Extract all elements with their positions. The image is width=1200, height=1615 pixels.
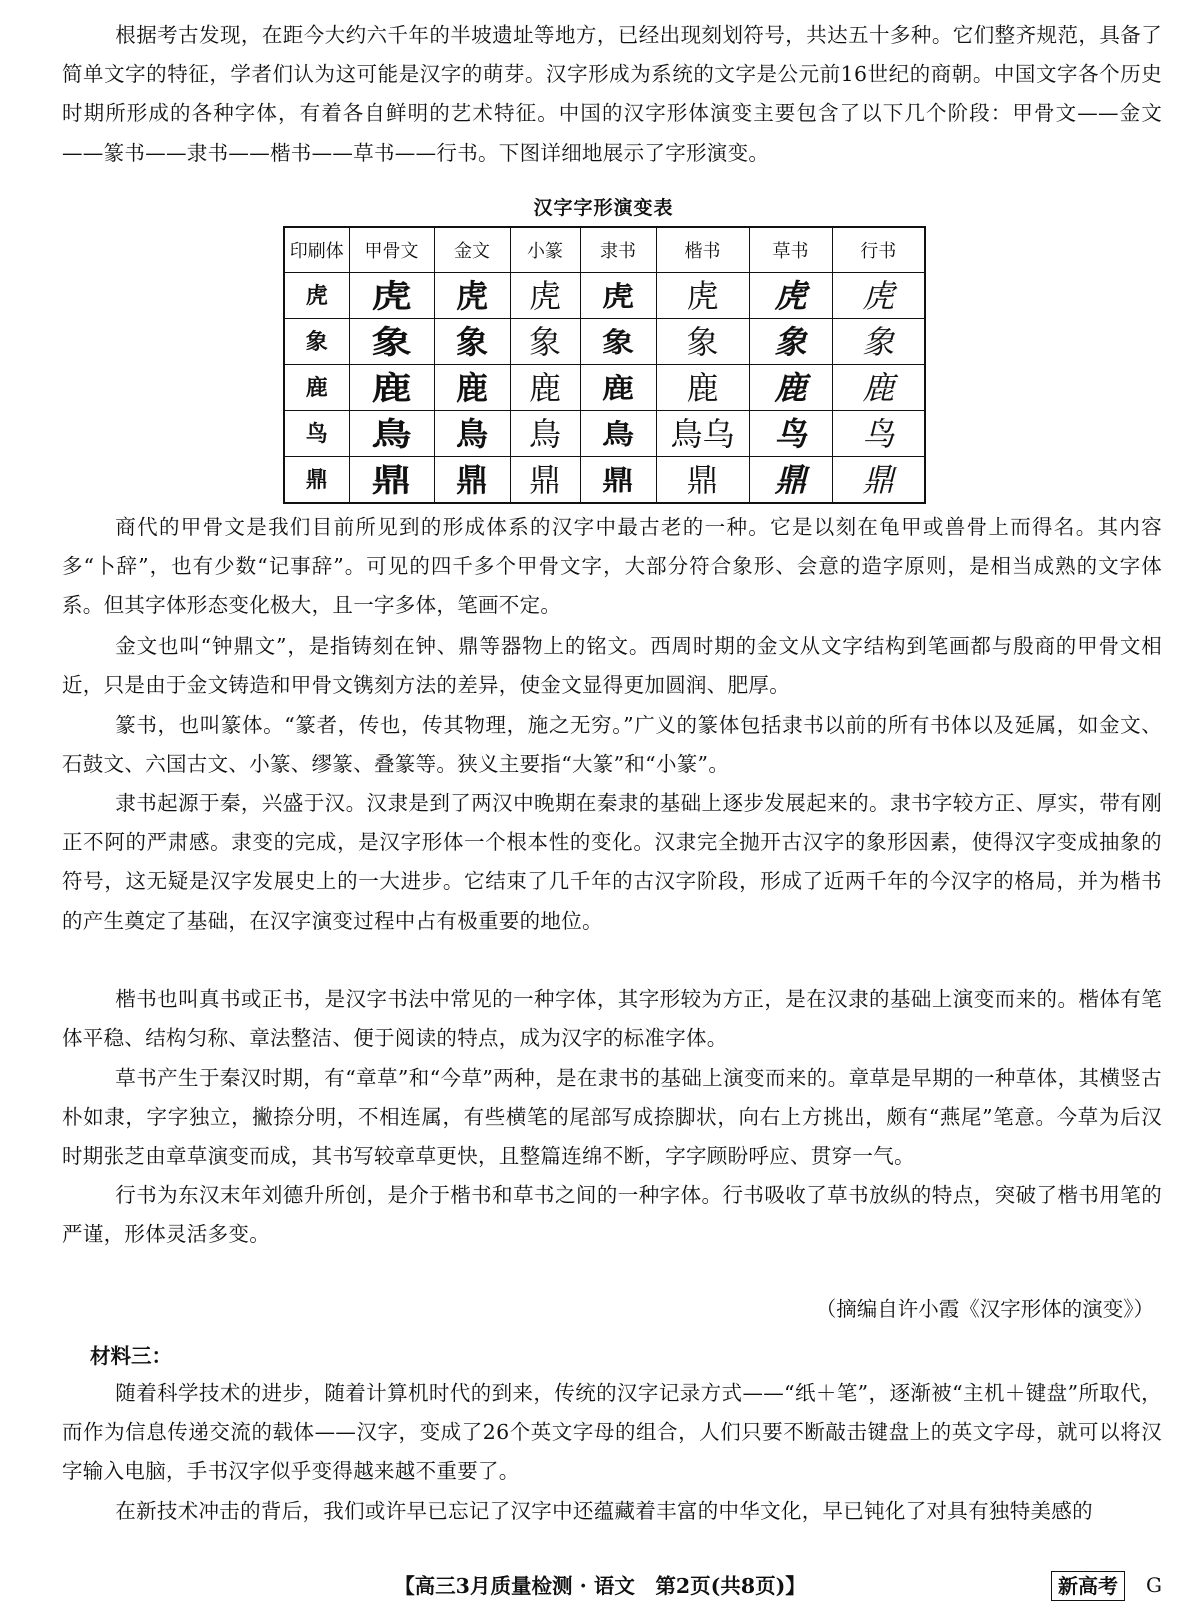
- header-oracle: 甲骨文: [349, 227, 434, 273]
- cell-cursive: 虎: [749, 273, 832, 319]
- table-row: [284, 411, 925, 457]
- cell-regular: 虎: [656, 273, 749, 319]
- table-row: [284, 457, 925, 504]
- cell-oracle: 虎: [338, 273, 444, 319]
- cell-regular: 鳥乌: [656, 411, 749, 457]
- cell-seal: 虎: [510, 273, 580, 319]
- cell-clerical: 鳥: [580, 414, 656, 453]
- regular-script-paragraph: 楷书也叫真书或正书，是汉字书法中常见的一种字体，其字形较为方正，是在汉隶的基础上演变而来的。楷体有笔体平稳、结构匀称、章法整洁、便于阅读的特点，成为汉字的标准字体。: [62, 987, 1162, 1051]
- cell-clerical: 象: [580, 322, 656, 361]
- cell-oracle: 鳥: [338, 411, 444, 457]
- footer-badge: 新高考: [1051, 1571, 1125, 1601]
- cell-running: 象: [832, 319, 925, 365]
- cell-cursive: 象: [749, 319, 832, 365]
- footer-version-letter: G: [1146, 1573, 1162, 1597]
- cell-clerical: 鼎: [580, 460, 656, 500]
- cell-seal: 象: [510, 319, 580, 365]
- cursive-script-paragraph: 草书产生于秦汉时期，有“章草”和“今草”两种，是在隶书的基础上演变而来的。章草是早期的一种草体，其横竖古朴如隶，字字独立，撇捺分明，不相连属，有些横笔的尾部写成捺脚状，向右上方挑出，颇有“燕尾”笔意。今草为后汉时期张芝由章草演变而成，其书写较章草更快，且整篇连绵不断，字字顾盼呼应、贯穿一气。: [62, 1066, 1162, 1169]
- cell-cursive: 鸟: [749, 411, 832, 457]
- table-header-row: [284, 227, 925, 273]
- intro-paragraph: 根据考古发现，在距今大约六千年的半坡遗址等地方，已经出现刻划符号，共达五十多种。它们整齐规范，具备了简单文字的特征，学者们认为这可能是汉字的萌芽。汉字形成为系统的文字是公元前16世纪的商朝。中国文字各个历史时期所形成的各种字体，有着各自鲜明的艺术特征。中国的汉字形体演变主要包含了以下几个阶段：甲骨文——金文——篆书——隶书——楷书——草书——行书。下图详细地展示了字形演变。: [62, 23, 1162, 165]
- evolution-table-block: [283, 190, 924, 504]
- clerical-script-paragraph: 隶书起源于秦，兴盛于汉。汉隶是到了两汉中晚期在秦隶的基础上逐步发展起来的。隶书字较方正、厚实，带有刚正不阿的严肃感。隶变的完成，是汉字形体一个根本性的变化。汉隶完全抛开古汉字的象形因素，使得汉字变成抽象的符号，这无疑是汉字发展史上的一大进步。它结束了几千年的古汉字阶段，形成了近两千年的今汉字的格局，并为楷书的产生奠定了基础，在汉字演变过程中占有极重要的地位。: [62, 791, 1162, 933]
- cell-clerical: 虎: [580, 276, 656, 315]
- cell-running: 鸟: [832, 411, 925, 457]
- page-footer: [0, 1568, 1200, 1604]
- cell-regular: 鼎: [656, 457, 749, 504]
- source-citation: （摘编自许小霞《汉字形体的演变》）: [815, 1297, 1154, 1321]
- cell-bronze: 鼎: [434, 457, 510, 504]
- evolution-table: [283, 226, 926, 504]
- table-row: [284, 319, 925, 365]
- cell-running: 鹿: [832, 365, 925, 411]
- header-cursive: 草书: [749, 227, 832, 273]
- cell-oracle: 鼎: [338, 457, 444, 504]
- cell-seal: 鳥: [510, 411, 580, 457]
- material-three-paragraph: 随着科学技术的进步，随着计算机时代的到来，传统的汉字记录方式——“纸＋笔”，逐渐被“主机＋键盘”所取代，而作为信息传递交流的载体——汉字，变成了26个英文字母的组合，人们只要不断敲击键盘上的英文字母，就可以将汉字输入电脑，手书汉字似乎变得越来越不重要了。: [62, 1381, 1162, 1484]
- cell-print: 虎: [284, 273, 349, 319]
- cell-bronze: 虎: [434, 273, 510, 319]
- cell-running: 虎: [832, 273, 925, 319]
- oracle-bone-paragraph: 商代的甲骨文是我们目前所见到的形成体系的汉字中最古老的一种。它是以刻在龟甲或兽骨上而得名。其内容多“卜辞”，也有少数“记事辞”。可见的四千多个甲骨文字，大部分符合象形、会意的造字原则，是相当成熟的文字体系。但其字体形态变化极大，且一字多体，笔画不定。: [62, 515, 1162, 618]
- cell-bronze: 象: [434, 319, 510, 365]
- header-small-seal: 小篆: [510, 227, 580, 273]
- cell-running: 鼎: [832, 457, 925, 504]
- table-title: 汉字字形演变表: [533, 197, 674, 219]
- cell-cursive: 鹿: [749, 365, 832, 411]
- header-bronze: 金文: [434, 227, 510, 273]
- cell-print: 象: [284, 319, 349, 365]
- cell-bronze: 鳥: [434, 411, 510, 457]
- material-three-heading: 材料三：: [90, 1344, 172, 1368]
- cell-print: 鼎: [284, 457, 349, 504]
- cell-cursive: 鼎: [749, 457, 832, 504]
- cell-regular: 鹿: [656, 365, 749, 411]
- header-regular: 楷书: [656, 227, 749, 273]
- material-three-paragraph-2: 在新技术冲击的背后，我们或许早已忘记了汉字中还蕴藏着丰富的中华文化，早已钝化了对具有独特美感的: [115, 1499, 1093, 1523]
- table-row: [284, 365, 925, 411]
- seal-script-paragraph: 篆书，也叫篆体。“篆者，传也，传其物理，施之无穷。”广义的篆体包括隶书以前的所有书体以及延属，如金文、石鼓文、六国古文、小篆、缪篆、叠篆等。狭义主要指“大篆”和“小篆”。: [62, 713, 1162, 777]
- cell-print: 鹿: [284, 365, 349, 411]
- cell-regular: 象: [656, 319, 749, 365]
- header-running: 行书: [832, 227, 925, 273]
- footer-exam-info: 【高三3月质量检测 · 语文 第2页(共8页)】: [394, 1574, 806, 1598]
- cell-oracle: 象: [338, 319, 444, 365]
- cell-bronze: 鹿: [434, 365, 510, 411]
- cell-seal: 鹿: [510, 365, 580, 411]
- cell-clerical: 鹿: [580, 368, 656, 407]
- header-clerical: 隶书: [580, 227, 656, 273]
- cell-seal: 鼎: [510, 457, 580, 504]
- bronze-inscription-paragraph: 金文也叫“钟鼎文”，是指铸刻在钟、鼎等器物上的铭文。西周时期的金文从文字结构到笔画都与殷商的甲骨文相近，只是由于金文铸造和甲骨文镌刻方法的差异，使金文显得更加圆润、肥厚。: [62, 634, 1162, 698]
- header-print: 印刷体: [284, 227, 349, 273]
- running-script-paragraph: 行书为东汉末年刘德升所创，是介于楷书和草书之间的一种字体。行书吸收了草书放纵的特点，突破了楷书用笔的严谨，形体灵活多变。: [62, 1183, 1162, 1247]
- cell-print: 鸟: [284, 411, 349, 457]
- table-row: [284, 273, 925, 319]
- cell-oracle: 鹿: [338, 365, 444, 411]
